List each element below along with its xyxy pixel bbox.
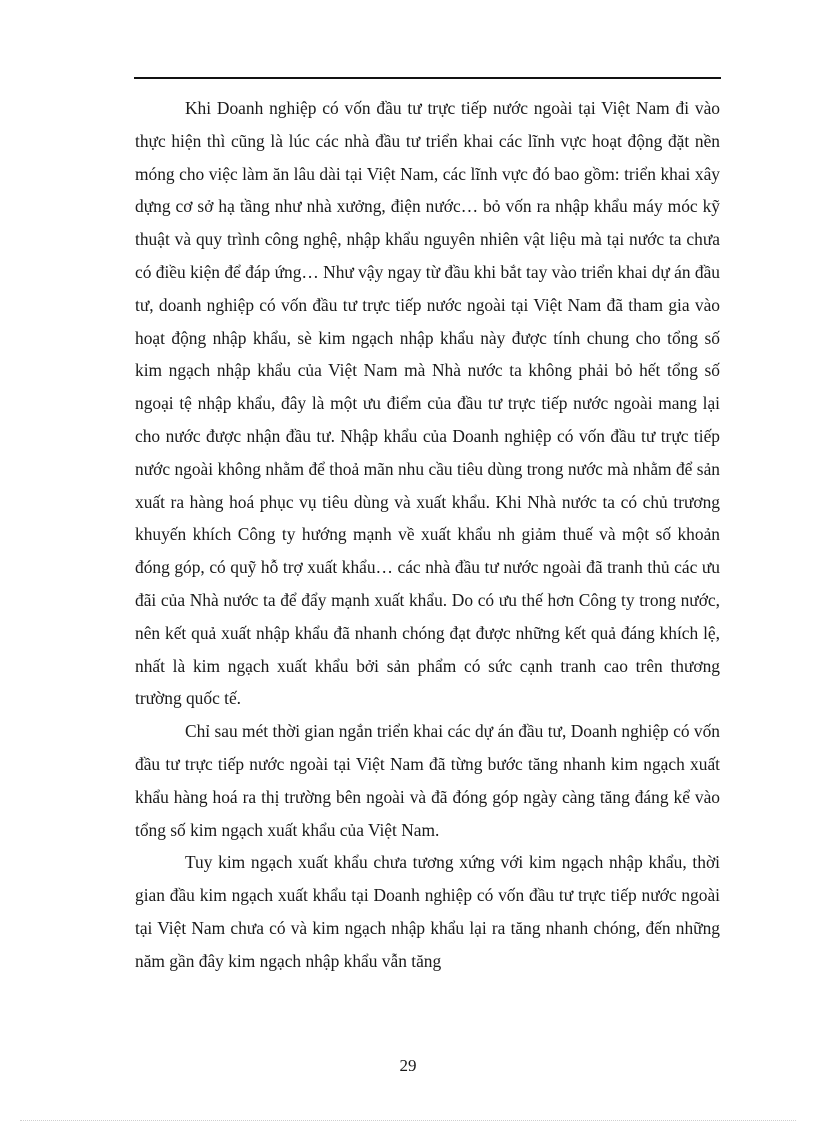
paragraph: Tuy kim ngạch xuất khẩu chưa tương xứng với kim ngạch nhập khẩu, thời gian đầu kim ngạch xuất khẩu tại Doanh nghiệp có vốn đầu tư trực tiếp nước ngoài tại Việt Nam chưa có và kim ngạch nhập khẩu lại ra tăng nhanh chóng, đến những năm gần đây kim ngạch nhập khẩu vẫn tăng — [135, 852, 720, 971]
footer-dotted-line — [20, 1120, 796, 1121]
body-text — [135, 92, 720, 978]
page-number: 29 — [399, 1056, 417, 1075]
paragraph: Chỉ sau mét thời gian ngắn triển khai các dự án đầu tư, Doanh nghiệp có vốn đầu tư trực tiếp nước ngoài tại Việt Nam đã từng bước tăng nhanh kim ngạch xuất khẩu hàng hoá ra thị trường bên ngoài và đã đóng góp ngày càng tăng đáng kể vào tổng số kim ngạch xuất khẩu của Việt Nam. — [135, 721, 720, 840]
header-rule — [134, 77, 721, 79]
paragraph: Khi Doanh nghiệp có vốn đầu tư trực tiếp nước ngoài tại Việt Nam đi vào thực hiện thì cũng là lúc các nhà đầu tư triển khai các lĩnh vực hoạt động đặt nền móng cho việc làm ăn lâu dài tại Việt Nam, các lĩnh vực đó bao gồm: triển khai xây dựng cơ sở hạ tầng như nhà xưởng, điện nước… bỏ vốn ra nhập khẩu máy móc kỹ thuật và quy trình công nghệ, nhập khẩu nguyên nhiên vật liệu mà tại nước ta chưa có điều kiện để đáp ứng… Như vậy ngay từ đầu khi bắt tay vào triển khai dự án đầu tư, doanh nghiệp có vốn đầu tư trực tiếp nước ngoài tại Việt Nam đã tham gia vào hoạt động nhập khẩu, sè kim ngạch nhập khẩu này được tính chung cho tổng số kim ngạch nhập khẩu của Việt Nam mà Nhà nước ta không phải bỏ hết tổng số ngoại tệ nhập khẩu, đây là một ưu điểm của đầu tư trực tiếp nước ngoài mang lại cho nước được nhận đầu tư. Nhập khẩu của Doanh nghiệp có vốn đầu tư trực tiếp nước ngoài không nhằm để thoả mãn nhu cầu tiêu dùng trong nước mà nhằm để sản xuất ra hàng hoá phục vụ tiêu dùng và xuất khẩu. Khi Nhà nước ta có chủ trương khuyến khích Công ty hướng mạnh về xuất khẩu nh giảm thuế và một số khoản đóng góp, có quỹ hỗ trợ xuất khẩu… các nhà đầu tư nước ngoài đã tranh thủ các ưu đãi của Nhà nước ta để đẩy mạnh xuất khẩu. Do có ưu thế hơn Công ty trong nước, nên kết quả xuất nhập khẩu đã nhanh chóng đạt được những kết quả đáng khích lệ, nhất là kim ngạch xuất khẩu bởi sản phẩm có sức cạnh tranh cao trên thương trường quốc tế. — [135, 98, 720, 709]
